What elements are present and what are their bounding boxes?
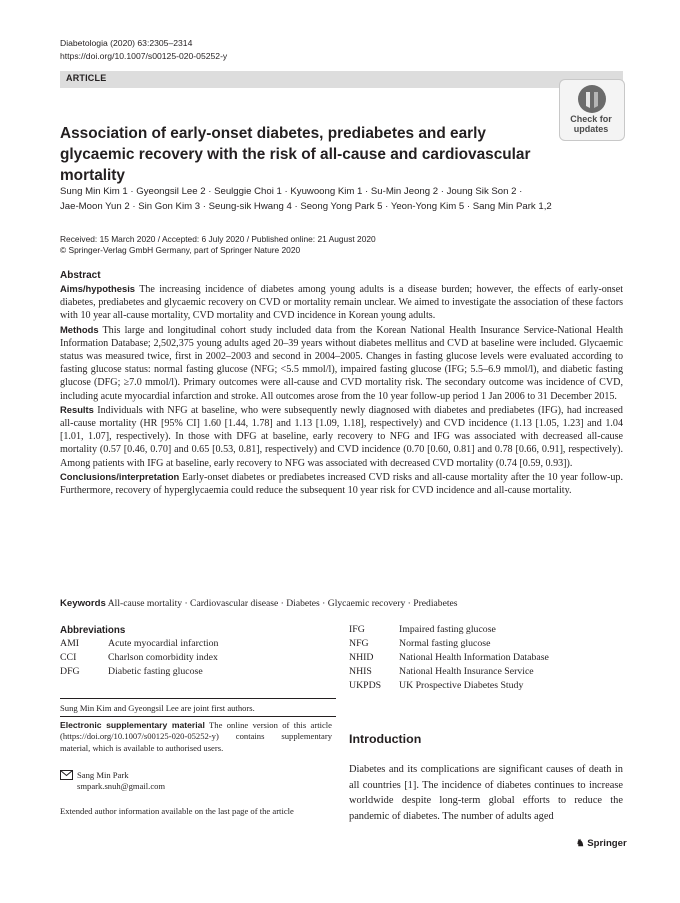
check-for-updates-text: [559, 114, 623, 134]
abstract-results: [60, 403, 623, 470]
abbreviation: CCI: [60, 652, 77, 663]
introduction-text: Diabetes and its complications are significant causes of death in all countries [1]. The incidence of diabetes continues to increase worldwide despite long-term global efforts to reduce the pandemic of diabetes. The number of adults aged: [349, 764, 623, 822]
abbreviation: UKPDS: [349, 680, 382, 691]
abbreviation-row: [349, 638, 549, 652]
footnote-divider: [60, 698, 336, 699]
abstract-body: [60, 282, 623, 497]
aims-text: The increasing incidence of diabetes among young adults is a disease burden; however, the effects of early-onset diabetes, prediabetes and glycaemic recovery on CVD or mortality remain unclear. We aimed to investigate the association of these factors with 10 year all-cause mortality, CVD mortality and CVD incidence in Korean young adults.: [60, 284, 623, 322]
article-type-bar: [60, 71, 623, 88]
methods-label: Methods: [60, 323, 99, 335]
results-label: Results: [60, 403, 94, 415]
publication-dates: [60, 234, 376, 256]
badge-line-1: Check for: [570, 114, 612, 124]
abbreviation-definition: Diabetic fasting glucose: [108, 666, 203, 677]
conclusions-label: Conclusions/interpretation: [60, 470, 180, 482]
copyright-notice: © Springer-Verlag GmbH Germany, part of Springer Nature 2020: [60, 245, 301, 255]
abbreviations-right: [349, 624, 549, 694]
journal-header: [60, 37, 227, 63]
abbreviation-definition: National Health Information Database: [399, 652, 549, 663]
publisher-name: Springer: [587, 838, 627, 849]
abbreviation: NHID: [349, 652, 374, 663]
aims-label: Aims/hypothesis: [60, 283, 136, 294]
publisher-logo: [576, 838, 627, 849]
author-line-2: Jae-Moon Yun 2 · Sin Gon Kim 3 · Seung-sik Hwang 4 · Seong Yong Park 5 · Yeon-Yong Kim 5 · Sang Min Park 1,2: [60, 201, 552, 212]
abbreviation-row: [349, 652, 549, 666]
footnote-divider-2: [60, 716, 336, 717]
abbreviations-heading: Abbreviations: [60, 625, 126, 636]
badge-line-2: updates: [573, 124, 609, 134]
extended-author-info: Extended author information available on the last page of the article: [60, 806, 294, 816]
keywords-text: All-cause mortality · Cardiovascular disease · Diabetes · Glycaemic recovery · Prediabetes: [107, 598, 458, 609]
abstract-aims: [60, 282, 623, 323]
abbreviation-row: [349, 680, 549, 694]
abbreviation: AMI: [60, 638, 80, 649]
corresponding-name: Sang Min Park: [77, 770, 129, 780]
abbreviation-row: [60, 652, 218, 666]
introduction-heading: Introduction: [349, 732, 422, 746]
abbreviation-row: [349, 666, 549, 680]
springer-horse-icon: ♞: [576, 838, 585, 849]
abstract-methods: [60, 323, 623, 403]
joint-authors-note: Sung Min Kim and Gyeongsil Lee are joint first authors.: [60, 703, 255, 713]
author-line-1: Sung Min Kim 1 · Gyeongsil Lee 2 · Seulggie Choi 1 · Kyuwoong Kim 1 · Su-Min Jeong 2 · Joung Sik Son 2 ·: [60, 186, 523, 197]
corresponding-email[interactable]: smpark.snuh@gmail.com: [77, 781, 166, 792]
doi-link[interactable]: https://doi.org/10.1007/s00125-020-05252-y: [60, 51, 228, 61]
abbreviation-definition: Impaired fasting glucose: [399, 624, 496, 635]
abstract-conclusions: [60, 470, 623, 497]
abstract-heading: Abstract: [60, 270, 101, 281]
keywords-label: Keywords: [60, 598, 106, 609]
abbreviation-definition: National Health Insurance Service: [399, 666, 534, 677]
abbreviation-definition: Charlson comorbidity index: [108, 652, 218, 663]
abbreviation: NHIS: [349, 666, 372, 677]
article-type-label: ARTICLE: [66, 73, 107, 83]
abbreviation-definition: Acute myocardial infarction: [108, 638, 219, 649]
abbreviation: DFG: [60, 666, 80, 677]
results-text: Individuals with NFG at baseline, who were subsequently newly diagnosed with diabetes and prediabetes (IFG), had increased all-cause mortality (HR [95% CI] 1.60 [1.44, 1.78] and 1.13 [1.09, 1.18], respectively) and CVD incidence (1.13 [1.05, 1.23] and 1.04 [1.01, 1.07], respectively). In those with DFG at baseline, early recovery to NFG and IFG was associated with decreased all-cause mortality (0.57 [0.46, 0.70] and 0.65 [0.53, 0.81], respectively) and CVD incidence (0.70 [0.60, 0.81] and 0.78 [0.66, 0.91], respectively). Among patients with IFG at baseline, early recovery to NFG was associated with decreased CVD mortality (0.74 [0.59, 0.93]).: [60, 404, 623, 469]
abbreviation: NFG: [349, 638, 369, 649]
received-accepted-dates: Received: 15 March 2020 / Accepted: 6 July 2020 / Published online: 21 August 2020: [60, 234, 376, 244]
crossmark-icon: [560, 82, 624, 118]
esm-label: Electronic supplementary material: [60, 720, 205, 730]
corresponding-author: [77, 770, 317, 793]
abbreviation-row: [349, 624, 549, 638]
abbreviation: IFG: [349, 624, 365, 635]
article-title: Association of early-onset diabetes, prediabetes and early glycaemic recovery with the risk of all-cause and cardiovascular mortality: [60, 125, 531, 184]
methods-text: This large and longitudinal cohort study included data from the Korean National Health Insurance Service-National Health Information Database; 2,502,375 young adults aged 20–39 years without diabetes mellitus and CVD at baseline were included. Glycaemic status was measured twice, first in 2002–2003 and second in 2004–2005. Changes in fasting glucose levels were evaluated according to fasting glucose status: normal fasting glucose (NFG; <5.5 mmol/l), impaired fasting glucose (IFG; 5.5–6.9 mmol/l), and diabetic fasting glucose (DFG; ≥7.0 mmol/l). Primary outcomes were all-cause and CVD mortality risk. The secondary outcome was incidence of CVD, including acute myocardial infarction and stroke. All outcomes arose from the 10 year follow-up period 1 Jan 2006 to 31 December 2015.: [60, 324, 623, 402]
abbreviation-row: [60, 638, 218, 652]
conclusions-text: Early-onset diabetes or prediabetes increased CVD risks and all-cause mortality after the 10 year follow-up. Furthermore, recovery of hyperglycaemia could reduce the subsequent 10 year risk for CVD incidence and all-cause mortality.: [60, 471, 623, 497]
abbreviation-definition: Normal fasting glucose: [399, 638, 491, 649]
author-list: [60, 184, 625, 214]
abbreviation-definition: UK Prospective Diabetes Study: [399, 680, 524, 691]
abbreviations-left: [60, 638, 218, 680]
journal-citation: Diabetologia (2020) 63:2305–2314: [60, 38, 193, 48]
keywords: [60, 598, 458, 609]
abbreviation-row: [60, 666, 218, 680]
esm-note: [60, 720, 332, 754]
esm-text: The online version of this article (https://doi.org/10.1007/s00125-020-05252-y) contains supplementary material, which is available to authorised users.: [60, 720, 332, 753]
